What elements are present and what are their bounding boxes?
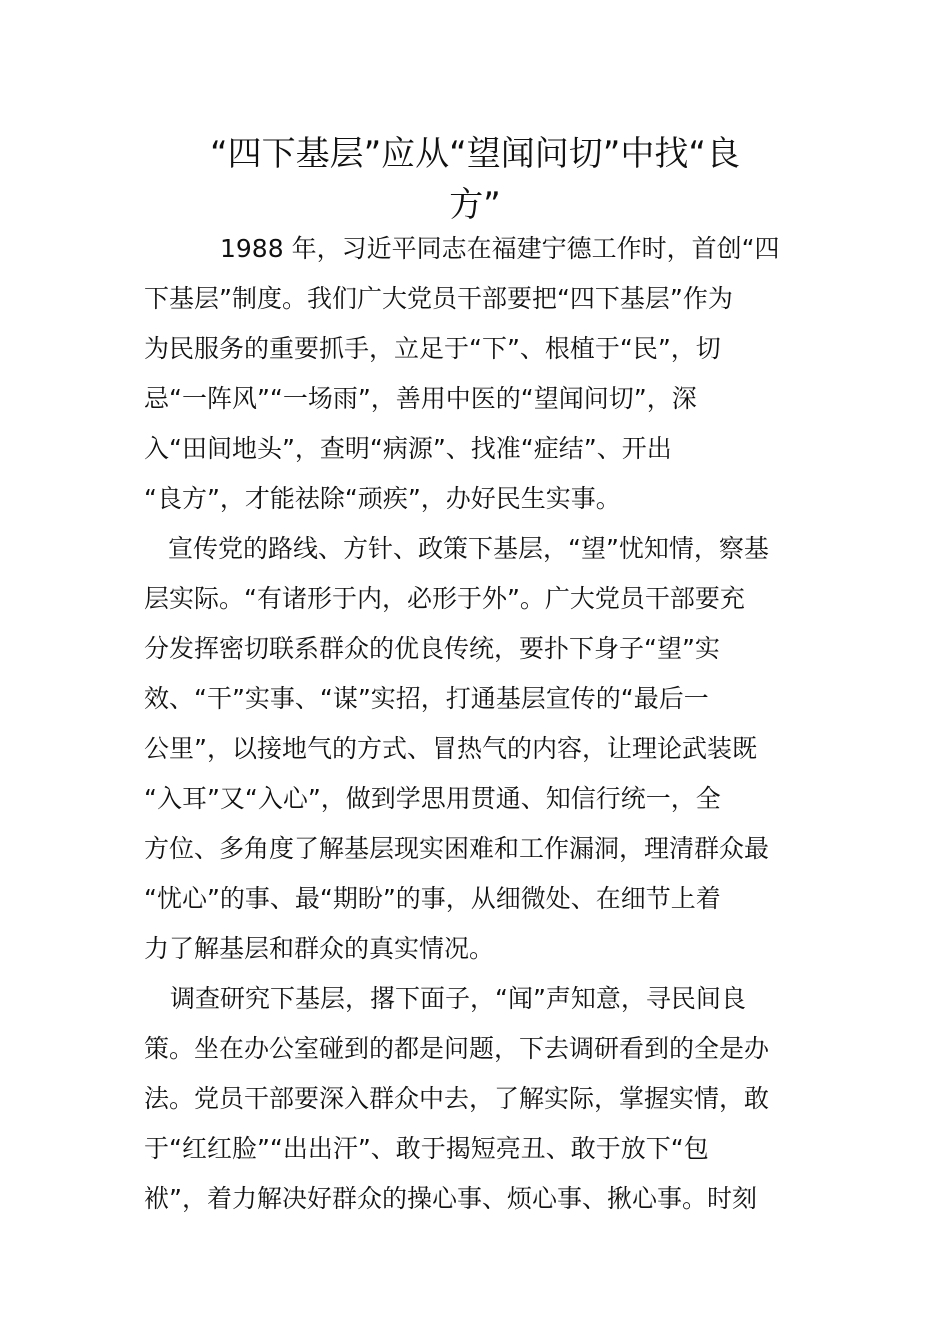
paragraph-line: 法。党员干部要深入群众中去，了解实际，掌握实情，敢 (144, 1084, 770, 1113)
paragraph-line: 为民服务的重要抓手，立足于“下”、根植于“民”，切 (144, 334, 721, 363)
paragraph-line: 方位、多角度了解基层现实困难和工作漏洞，理清群众最 (144, 834, 770, 863)
paragraph-line: 公里”，以接地气的方式、冒热气的内容，让理论武装既 (144, 734, 757, 763)
paragraph-line: “良方”，才能祛除“顽疾”，办好民生实事。 (144, 484, 621, 513)
paragraph-line: 策。坐在办公室碰到的都是问题，下去调研看到的全是办 (144, 1034, 770, 1063)
paragraph-line: 忌“一阵风”“一场雨”，善用中医的“望闻问切”，深 (144, 384, 697, 413)
paragraph-line: 下基层”制度。我们广大党员干部要把“四下基层”作为 (144, 284, 733, 313)
paragraph-line: “忧心”的事、最“期盼”的事，从细微处、在细节上着 (144, 884, 721, 913)
paragraph-line: 层实际。“有诸形于内，必形于外”。广大党员干部要充 (144, 584, 745, 613)
paragraph-line: 力了解基层和群众的真实情况。 (144, 934, 495, 963)
paragraph-line: “入耳”又“入心”，做到学思用贯通、知信行统一，全 (144, 784, 721, 813)
paragraph-line: 效、“干”实事、“谋”实招，打通基层宣传的“最后一 (144, 684, 709, 713)
paragraph-line: 1988 年，习近平同志在福建宁德工作时，首创“四 (220, 234, 780, 263)
paragraph-line: 宣传党的路线、方针、政策下基层，“望”忧知情，察基 (168, 534, 769, 563)
document-title-line-1: “四下基层”应从“望闻问切”中找“良 (209, 134, 741, 174)
paragraph-line: 分发挥密切联系群众的优良传统，要扑下身子“望”实 (144, 634, 720, 663)
document-title-line-2: 方” (449, 185, 501, 225)
paragraph-line: 入“田间地头”，查明“病源”、找准“症结”、开出 (144, 434, 672, 463)
paragraph-line: 袱”，着力解决好群众的操心事、烦心事、揪心事。时刻 (144, 1184, 757, 1213)
paragraph-line: 于“红红脸”“出出汗”、敢于揭短亮丑、敢于放下“包 (144, 1134, 709, 1163)
paragraph-line: 调查研究下基层，撂下面子，“闻”声知意，寻民间良 (170, 984, 746, 1013)
